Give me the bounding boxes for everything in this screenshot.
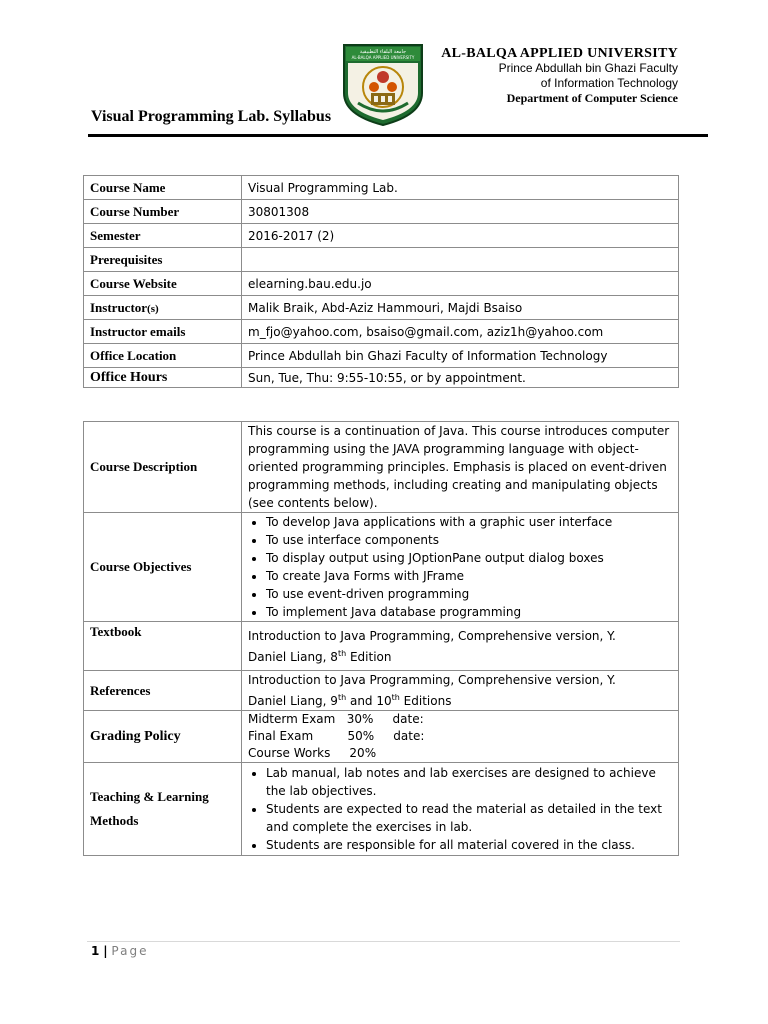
office-location-label: Office Location — [84, 344, 242, 368]
teaching-methods-label-line1: Teaching & Learning — [90, 789, 209, 804]
course-info-table — [83, 175, 679, 388]
course-details-table — [83, 421, 679, 856]
instructors-value: Malik Braik, Abd-Aziz Hammouri, Majdi Bsaiso — [242, 296, 679, 320]
table-row — [84, 711, 679, 763]
grading-policy-value — [242, 711, 679, 763]
course-name-label: Course Name — [84, 176, 242, 200]
svg-text:AL-BALQA APPLIED UNIVERSITY: AL-BALQA APPLIED UNIVERSITY — [351, 55, 415, 60]
grading-midterm: Midterm Exam 30% date: — [248, 712, 424, 726]
instructor-emails-label: Instructor emails — [84, 320, 242, 344]
instructors-label-text: Instructor — [90, 299, 148, 315]
list-item: • To use event-driven programming — [266, 585, 672, 603]
header-rule — [88, 134, 708, 137]
course-objectives-value — [242, 513, 679, 622]
textbook-label: Textbook — [84, 622, 242, 671]
semester-label: Semester — [84, 224, 242, 248]
svg-text:جامعة البلقاء التطبيقية: جامعة البلقاء التطبيقية — [359, 49, 407, 55]
semester-value: 2016-2017 (2) — [242, 224, 679, 248]
references-superscript: th — [337, 693, 347, 702]
page-number: 1 — [91, 944, 100, 958]
footer-rule — [87, 941, 680, 942]
teaching-methods-label — [84, 763, 242, 856]
table-row — [84, 176, 679, 200]
table-row — [84, 622, 679, 671]
instructor-emails-value[interactable]: m_fjo@yahoo.com, bsaiso@gmail.com, aziz1h@yahoo.com — [242, 320, 679, 344]
references-line2 — [248, 689, 672, 710]
course-website-label: Course Website — [84, 272, 242, 296]
references-superscript: th — [391, 693, 400, 702]
university-logo — [338, 43, 428, 127]
list-item: • Students are expected to read the material as detailed in the text and complete the exercises in lab. — [266, 800, 672, 836]
table-row — [84, 763, 679, 856]
office-location-value: Prince Abdullah bin Ghazi Faculty of Information Technology — [242, 344, 679, 368]
teaching-methods-value — [242, 763, 679, 856]
course-website-value[interactable]: elearning.bau.edu.jo — [242, 272, 679, 296]
table-row — [84, 344, 679, 368]
course-description-label: Course Description — [84, 422, 242, 513]
list-item: • To use interface components — [266, 531, 672, 549]
table-row — [84, 422, 679, 513]
objectives-list — [248, 513, 672, 621]
list-item: • To create Java Forms with JFrame — [266, 567, 672, 585]
department-name: Department of Computer Science — [506, 91, 678, 105]
prerequisites-label: Prerequisites — [84, 248, 242, 272]
list-item: • To implement Java database programming — [266, 603, 672, 621]
page-label: Page — [111, 944, 149, 958]
textbook-line2-text: Daniel Liang, 8 — [248, 649, 338, 664]
textbook-line2 — [248, 645, 672, 666]
references-line2-text: Daniel Liang, 9 — [248, 694, 338, 708]
textbook-line1: Introduction to Java Programming, Comprehensive version, Y. — [248, 628, 616, 643]
table-row — [84, 513, 679, 622]
page-footer — [91, 944, 148, 958]
list-item: • Students are responsible for all material covered in the class. — [266, 836, 672, 854]
instructors-label — [84, 296, 242, 320]
document-title: Visual Programming Lab. Syllabus — [91, 108, 332, 125]
references-line2-mid: and 10 — [346, 694, 392, 708]
table-row — [84, 224, 679, 248]
course-description-value: This course is a continuation of Java. This course introduces computer programming using the JAVA programming language with object-oriented programming principles. Emphasis is placed on event-driven programming methods, including creating and manipulating objects (see contents below). — [242, 422, 679, 513]
instructors-label-suffix: (s) — [147, 302, 159, 315]
course-name-value: Visual Programming Lab. — [242, 176, 679, 200]
references-value — [242, 671, 679, 711]
teaching-methods-label-line2: Methods — [90, 813, 139, 828]
prerequisites-value — [242, 248, 679, 272]
references-label: References — [84, 671, 242, 711]
list-item: • Lab manual, lab notes and lab exercises are designed to achieve the lab objectives. — [266, 764, 672, 800]
university-name: AL-BALQA APPLIED UNIVERSITY — [441, 46, 678, 61]
table-row — [84, 296, 679, 320]
grading-coursework: Course Works 20% — [248, 746, 377, 760]
table-row — [84, 272, 679, 296]
course-objectives-label: Course Objectives — [84, 513, 242, 622]
table-row — [84, 320, 679, 344]
office-hours-label: Office Hours — [84, 368, 242, 388]
references-line1: Introduction to Java Programming, Comprehensive version, Y. — [248, 673, 616, 687]
table-row — [84, 248, 679, 272]
university-heading — [441, 46, 678, 106]
office-hours-value: Sun, Tue, Thu: 9:55-10:55, or by appointment. — [242, 368, 679, 388]
list-item: • To develop Java applications with a graphic user interface — [266, 513, 672, 531]
textbook-value — [242, 622, 679, 671]
table-row — [84, 200, 679, 224]
table-row — [84, 671, 679, 711]
teaching-methods-list — [248, 764, 672, 854]
grading-final: Final Exam 50% date: — [248, 729, 425, 743]
faculty-name-line2: of Information Technology — [540, 76, 678, 90]
course-number-value: 30801308 — [242, 200, 679, 224]
grading-policy-label: Grading Policy — [84, 711, 242, 763]
faculty-name-line1: Prince Abdullah bin Ghazi Faculty — [498, 61, 678, 75]
table-row — [84, 368, 679, 388]
footer-separator: | — [103, 944, 108, 958]
textbook-edition-superscript: th — [337, 648, 347, 658]
list-item: • To display output using JOptionPane output dialog boxes — [266, 549, 672, 567]
course-number-label: Course Number — [84, 200, 242, 224]
references-line2-suffix: Editions — [399, 694, 452, 708]
textbook-line2-suffix: Edition — [346, 649, 392, 664]
